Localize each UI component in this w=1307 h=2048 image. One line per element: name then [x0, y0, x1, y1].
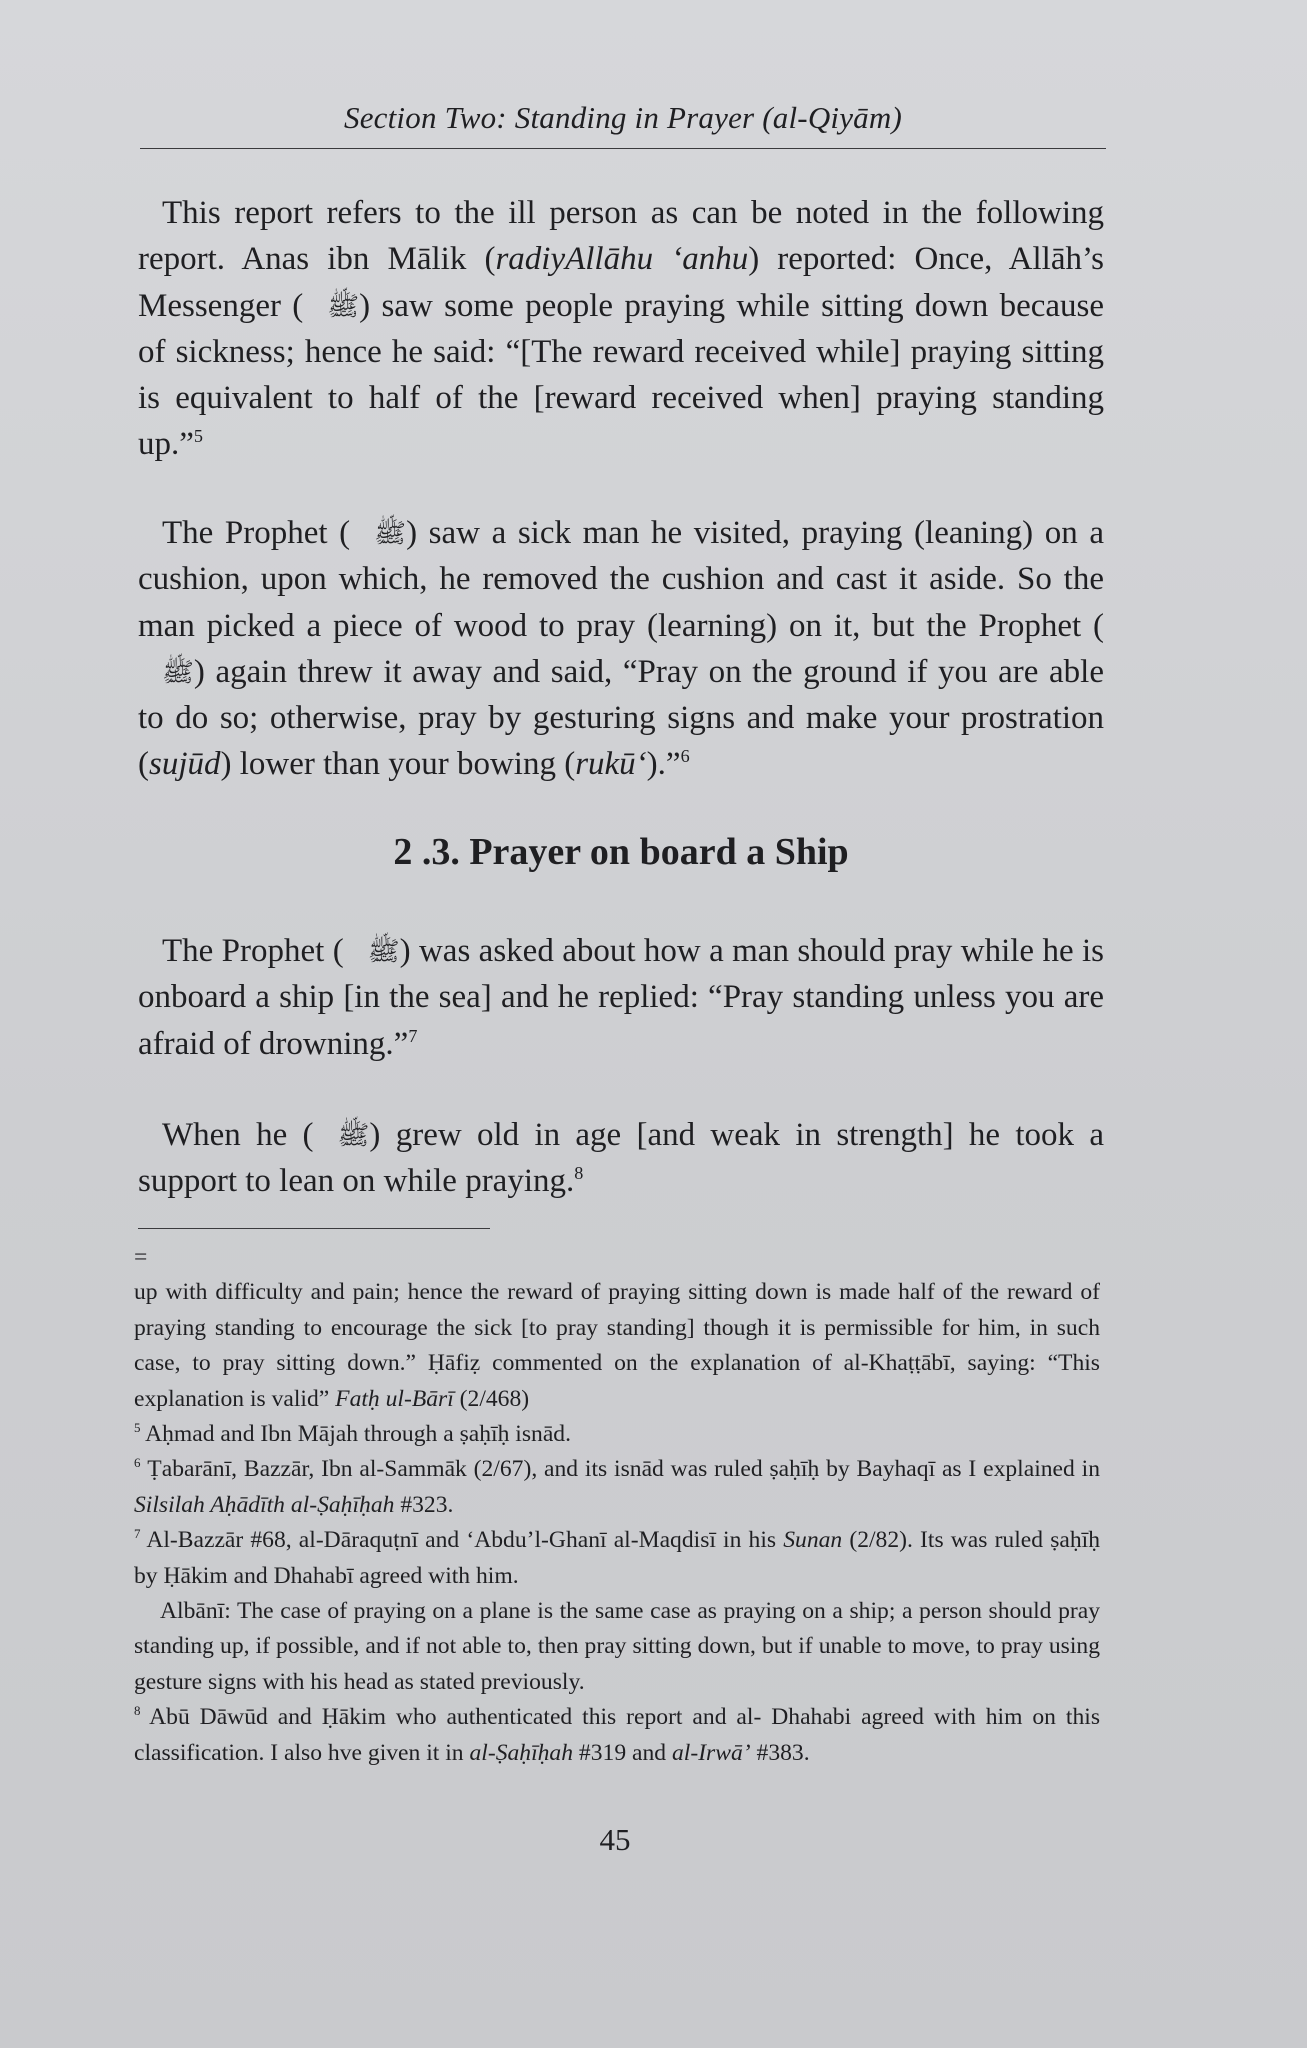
paragraph-ill-person: This report refers to the ill person as can be noted in the following report. Anas ibn Mālik (radiyAllāhu ‘anhu) reported: Once, Allāh’s Messenger ( ﷺ) saw some people praying while sitting down because of sickness; hence he said: “[The reward received while] praying sitting is equivalent to half of the [reward received when] praying standing up.”$^5$ — [138, 195, 1104, 463]
footnote-continuation-mark: = — [134, 1244, 148, 1270]
honorific-icon: ﷺ — [367, 936, 400, 966]
page-number: 45 — [599, 1822, 631, 1857]
footnote-8: $^8$ Abū Dāwūd and Ḥākim who authenticated this report and al- Dhahabi agreed with him on this classification. I also hve given it in al-Ṣaḥīḥah #319 and al-Irwā’ #383. — [134, 1703, 1100, 1766]
honorific-icon: ﷺ — [162, 656, 194, 687]
footnote-continuation: up with difficulty and pain; hence the reward of praying sitting down is made half of the reward of praying standing to encourage the sick [to pray standing] though it is permissible for him, in such case, to pray sitting down.” Ḥāfiẓ commented on the explanation of al-Khaṭṭābī, saying: “This explanation is valid” Fatḥ ul-Bārī (2/468) — [134, 1279, 1100, 1412]
footnote-6: $^6$ Ṭabarānī, Bazzār, Ibn al-Sammāk (2/67), and its isnād was ruled ṣaḥīḥ by Bayhaqī as I explained in Silsilah Aḥādīth al-Ṣaḥīḥah #323. — [134, 1455, 1100, 1518]
footnote-5: $^5$ Aḥmad and Ibn Mājah through a ṣaḥīḥ isnād. — [134, 1420, 571, 1448]
footnote-7: $^7$ Al-Bazzār #68, al-Dāraquṭnī and ‘Abdu’l-Ghanī al-Maqdisī in his Sunan (2/82). Its was ruled ṣaḥīḥ by Ḥākim and Dhahabī agreed with him. — [134, 1526, 1100, 1589]
honorific-icon: ﷺ — [327, 290, 360, 321]
paragraph-sick-man: The Prophet ( ﷺ) saw a sick man he visited, praying (leaning) on a cushion, upon which, he removed the cushion and cast it aside. So the man picked a piece of wood to pray (learning) on it, but the Prophet (ﷺ) again threw it away and said, “Pray on the ground if you are able to do so; otherwise, pray by gesturing signs and make your prostration (sujūd) lower than your bowing (rukū‘).”$^6$ — [138, 510, 1104, 788]
paragraph-old-age: When he ( ﷺ) grew old in age [and weak in strength] he took a support to lean on while praying.$^8$ — [138, 1112, 1104, 1205]
footnotes — [134, 1240, 1100, 1771]
running-header: Section Two: Standing in Prayer (al-Qiyām) — [344, 100, 902, 135]
footnote-ref: 8 — [574, 1163, 584, 1184]
footnote-ref: 7 — [408, 1025, 418, 1046]
paragraph-ship: The Prophet ( ﷺ) was asked about how a man should pray while he is onboard a ship [in the sea] and he replied: “Pray standing unless you are afraid of drowning.”$^7$ — [138, 928, 1104, 1067]
italic-phrase: sujūd — [149, 746, 221, 783]
footnote-albani-note: Albānī: The case of praying on a plane is the same case as praying on a ship; a person should pray standing up, if possible, and if not able to, then pray sitting down, but if unable to move, to pray using gesture signs with his head as stated previously. — [134, 1598, 1100, 1695]
honorific-icon: ﷺ — [337, 1120, 370, 1150]
honorific-icon: ﷺ — [374, 518, 407, 548]
section-heading: 2 .3. Prayer on board a Ship — [393, 831, 849, 873]
footnote-rule — [138, 1228, 490, 1229]
italic-phrase: rukū‘ — [575, 746, 647, 783]
footnote-ref: 6 — [680, 746, 690, 767]
footnote-ref: 5 — [193, 426, 203, 447]
header-rule — [140, 148, 1106, 149]
italic-phrase: radiyAllāhu ‘anhu — [495, 241, 749, 278]
